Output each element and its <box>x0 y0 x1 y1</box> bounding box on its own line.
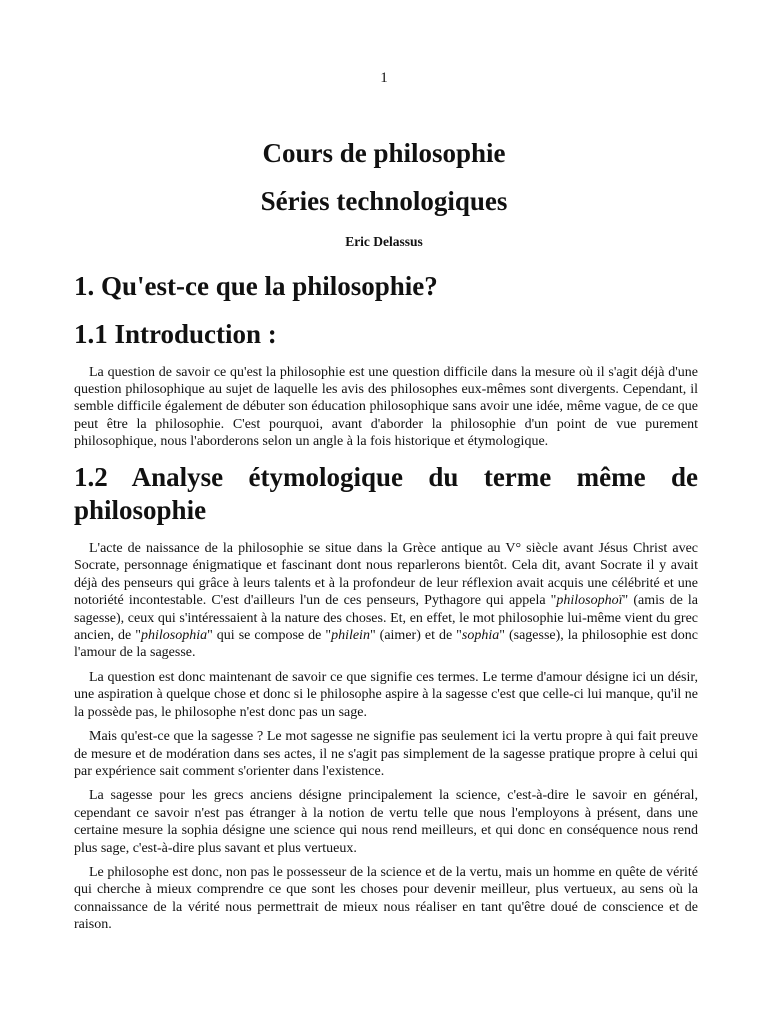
etymology-text-part5: " (sagesse), la philosophie est donc l'amour de la sagesse. <box>74 628 698 661</box>
document-subtitle: Séries technologiques <box>260 186 508 216</box>
section-1-1-heading: 1.1 Introduction : <box>74 318 277 349</box>
etymology-text-part2: " (amis de la sagesse), ceux qui s'intéressaient à la nature des choses. Et, en effet, le mot philosophie lui-même vient du grec ancien, de " <box>74 593 699 644</box>
philosopher-conclusion-paragraph: Le philosophe est donc, non pas le possesseur de la science et de la vertu, mais un homme en quête de vérité qui cherche à mieux comprendre ce que sont les choses pour devenir meilleur, plus vertueux, au sens où la connaissance de la vérité nous permettrait de mieux nous réaliser en tant qu'être doué de conscience et de raison. <box>74 864 698 933</box>
etymology-paragraph <box>74 540 698 662</box>
etymology-text-part3: " qui se compose de " <box>207 628 332 644</box>
greek-term-philosophia: philosophia <box>140 628 208 644</box>
love-definition-paragraph: La question est donc maintenant de savoir ce que signifie ces termes. Le terme d'amour désigne ici un désir, une aspiration à quelque chose et donc si le philosophe aspire à la sagesse c'est que celle-ci lui manque, qu'il ne la possède pas, le philosophe n'est donc pas un sage. <box>74 669 698 720</box>
greek-term-philein: philein <box>331 628 370 644</box>
etymology-text-part1: L'acte de naissance de la philosophie se situe dans la Grèce antique au V° siècle avant Jésus Christ avec Socrate, personnage énigmatique et fascinant dont nous reparlerons bientôt. Cela dit, avant Socrate il y avait déjà des penseurs qui grâce à leurs talents et à la profondeur de leur réflexion avait acquis une célébrité et une notoriété incontestable. C'est d'ailleurs l'un de ces penseurs, Pythagore qui appela " <box>74 541 698 609</box>
section-1-2-heading: 1.2 Analyse étymologique du terme même de philosophie <box>74 461 698 526</box>
author-name: Eric Delassus <box>345 234 423 249</box>
greek-term-sophia: sophia <box>461 628 500 644</box>
intro-paragraph: La question de savoir ce qu'est la philosophie est une question difficile dans la mesure où il s'agit déjà d'une question philosophique au sujet de laquelle les avis des philosophes eux-mêmes sont divergents. Cependant, il semble difficile également de débuter son éducation philosophique sans avoir une idée, même vague, de ce que peut être la philosophie. C'est pourquoi, avant d'aborder la philosophie d'un point de vue purement philosophique, nous l'aborderons selon un angle à la fois historique et étymologique. <box>74 364 698 450</box>
wisdom-question-paragraph: Mais qu'est-ce que la sagesse ? Le mot sagesse ne signifie pas seulement ici la vertu propre à qui fait preuve de mesure et de modération dans ses actes, il ne s'agit pas simplement de la sagesse pratique propre à celui qui par expérience sait comment s'orienter dans l'existence. <box>74 729 698 779</box>
greek-wisdom-paragraph: La sagesse pour les grecs anciens désigne principalement la science, c'est-à-dire le savoir en général, cependant ce savoir n'est pas étranger à la notion de vertu telle que nous l'employons à présent, dans une certaine mesure la sophia désigne une science qui nous rend meilleurs, et qui donc en conséquence nous rend plus sage, c'est-à-dire plus savant et plus vertueux. <box>74 788 698 856</box>
etymology-text-part4: " (aimer) et de " <box>369 628 462 644</box>
section-1-heading: 1. Qu'est-ce que la philosophie? <box>74 271 438 301</box>
greek-term-philosophoi: philosophoï <box>556 593 623 609</box>
document-body <box>74 266 698 941</box>
document-title: Cours de philosophie <box>262 138 506 168</box>
page-number: 1 <box>380 70 388 86</box>
